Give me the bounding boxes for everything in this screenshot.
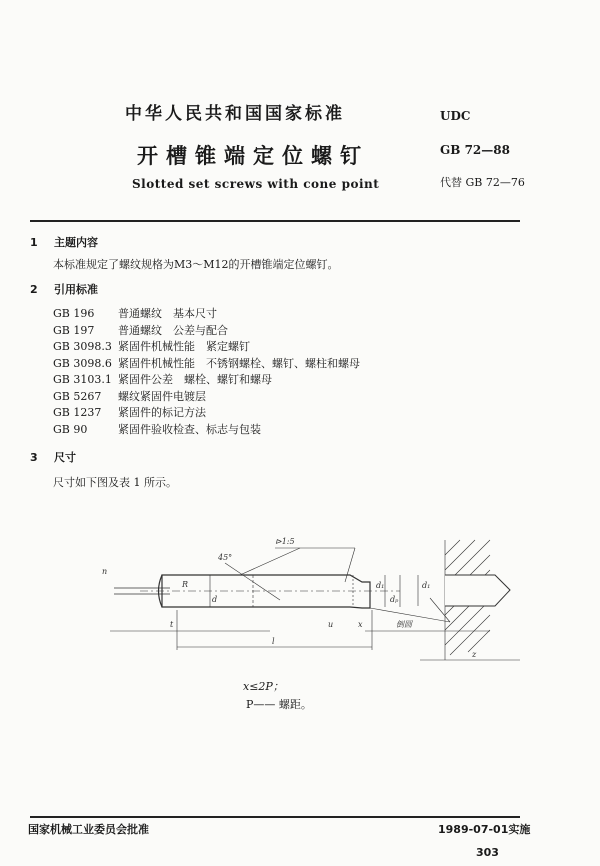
reference-code: GB 3098.3: [53, 340, 112, 353]
section-title: 引用标准: [54, 283, 98, 296]
t-label: t: [170, 620, 174, 629]
title-en: Slotted set screws with cone point: [132, 177, 380, 191]
reference-item: [53, 307, 360, 324]
reference-code: GB 90: [53, 422, 88, 436]
replaces-standard: 代替 GB 72—76: [440, 176, 525, 189]
x-label: x: [358, 620, 363, 629]
section-3-heading: [30, 451, 76, 464]
d1-label: d₁: [376, 581, 385, 590]
reference-item: [53, 324, 360, 341]
section-number: 1: [30, 236, 38, 249]
section-1-body: 本标准规定了螺纹规格为M3～M12的开槽锥端定位螺钉。: [53, 258, 339, 271]
reference-name: 紧固件公差 螺栓、螺钉和螺母: [118, 373, 272, 386]
reference-code: GB 3098.6: [53, 356, 112, 370]
n-label: n: [102, 567, 108, 576]
dt-label: d₁: [422, 581, 431, 590]
reference-name: 螺纹紧固件电镀层: [118, 389, 206, 403]
footer-divider: [30, 816, 520, 818]
dp-label: dₚ: [390, 595, 399, 604]
diameter-label: d: [212, 595, 218, 604]
standard-number: GB 72—88: [440, 143, 510, 157]
title-cn: 开槽锥端定位螺钉: [137, 144, 369, 168]
reference-code: GB 196: [53, 307, 95, 320]
reference-list: [53, 307, 360, 439]
reference-item: [53, 423, 360, 440]
national-standard-heading: 中华人民共和国国家标准: [125, 104, 345, 124]
reference-name: 紧固件机械性能 不锈钢螺栓、螺钉、螺柱和螺母: [118, 356, 360, 370]
reference-item: [53, 406, 360, 423]
section-1-heading: [30, 236, 98, 249]
l-label: l: [272, 637, 275, 646]
reference-item: [53, 373, 360, 390]
reference-name: 紧固件机械性能 紧定螺钉: [118, 340, 250, 353]
rounded-label: 倒圆: [396, 620, 412, 629]
reference-name: 紧固件的标记方法: [118, 406, 206, 419]
z-label: z: [472, 650, 477, 659]
page-number: 303: [476, 846, 499, 859]
u-label: u: [328, 620, 334, 629]
reference-item: [53, 340, 360, 357]
section-title: 尺寸: [54, 451, 76, 464]
reference-name: 普通螺纹 公差与配合: [118, 323, 228, 337]
udc-label: UDC: [440, 109, 471, 123]
effective-date: 1989-07-01实施: [438, 823, 531, 836]
reference-name: 紧固件验收检查、标志与包装: [118, 422, 261, 436]
note-line-1: x≤2P；: [243, 680, 284, 693]
taper-label: ⊳1:5: [275, 537, 295, 546]
reference-name: 普通螺纹 基本尺寸: [118, 307, 217, 320]
reference-code: GB 197: [53, 323, 95, 337]
reference-code: GB 3103.1: [53, 373, 112, 386]
reference-code: GB 5267: [53, 389, 102, 403]
reference-code: GB 1237: [53, 406, 102, 419]
section-3-body: 尺寸如下图及表 1 所示。: [53, 476, 177, 489]
radius-label: R: [182, 580, 189, 589]
angle-label: 45°: [218, 553, 233, 562]
reference-item: [53, 357, 360, 374]
section-number: 3: [30, 451, 38, 464]
section-title: 主题内容: [54, 236, 98, 249]
header-divider: [30, 220, 520, 222]
screw-outline: [162, 575, 370, 608]
section-number: 2: [30, 283, 38, 296]
section-2-heading: [30, 283, 98, 296]
reference-item: [53, 390, 360, 407]
note-line-2: P—— 螺距。: [246, 698, 312, 711]
screw-drawing: [100, 530, 520, 670]
approval-authority: 国家机械工业委员会批准: [28, 823, 149, 836]
